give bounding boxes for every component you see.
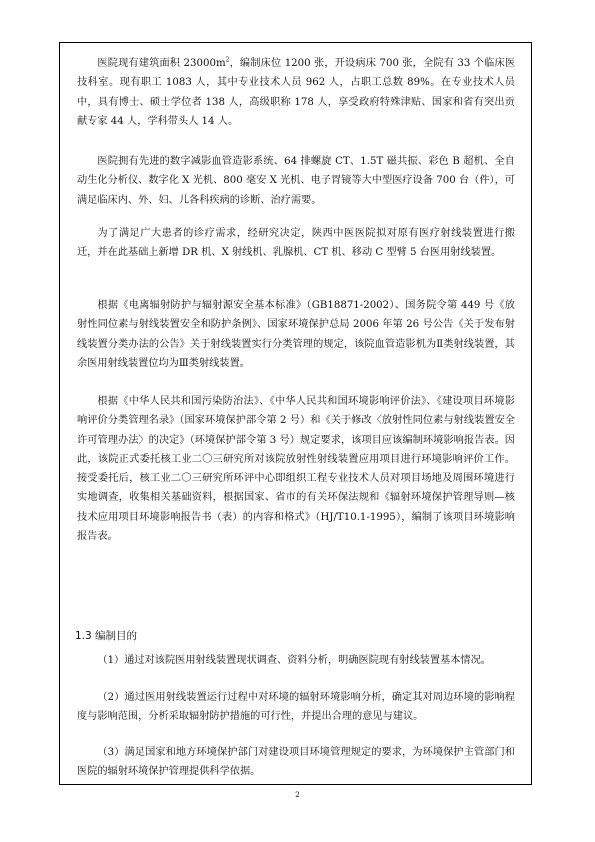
paragraph-regulations: 根据《电离辐射防护与辐射源安全基本标准》（GB18871-2002）、国务院令第 449 号《放射性同位素与射线装置安全和防护条例》、国家环境保护总局 2006 年第 26 号公告《关于发布射线装置分类办法的公告》关于射线装置实行分类管理的规定，该院血管造影机为Ⅱ类射线装置，其余医用射线装置位均为Ⅲ类射线装置。	[77, 300, 515, 369]
paragraph-hospital-scale	[77, 54, 515, 131]
paragraph-equipment: 医院拥有先进的数字减影血管造影系统、64 排螺旋 CT、1.5T 磁共振、彩色 B 超机、全自动生化分析仪、数字化 X 光机、800 毫安 X 光机、电子胃镜等大中型医疗设备 700 台（件），可满足临床内、外、妇、儿各科疾病的诊断、治疗需要。	[77, 156, 515, 206]
purpose-item-1: （1）通过对该院医用射线装置现状调查、资料分析，明确医院现有射线装置基本情况。	[97, 655, 491, 666]
section-heading: 1.3 编制目的	[75, 630, 138, 642]
superscript: 2	[225, 56, 230, 64]
page-number: 2	[295, 790, 300, 799]
purpose-item-3: （3）满足国家和地方环境保护部门对建设项目环境管理规定的要求，为环境保护主管部门和医院的辐射环境保护管理提供科学依据。	[77, 747, 515, 778]
paragraph-eia-basis: 根据《中华人民共和国污染防治法》、《中华人民共和国环境影响评价法》、《建设项目环境影响评价分类管理名录》（国家环境保护部令第 2 号）和《关于修改〈放射性同位素与射线装置安全许可管理办法〉的决定》（环境保护部令第 3 号）规定要求，该项目应该编制环境影响报告表。因此，该院正式委托核工业二〇三研究所对该院放射性射线装置应用项目进行环境影响评价工作。接受委托后，核工业二〇三研究所环评中心即组织工程专业技术人员对项目场地及周围环境进行实地调查，收集相关基础资料，根据国家、省市的有关环保法规和《辐射环境保护管理导则—核技术应用项目环境影响报告书（表）的内容和格式》（HJ/T10.1-1995），编制了该项目环境影响报告表。	[77, 396, 515, 543]
paragraph-text: ，编制床位 1200 张，开设病床 700 张，全院有 33 个临床医技科室。现有职工 1083 人，其中专业技术人员 962 人，占职工总数 89%。在专业技术人员中，具有博士、硕士学位者 138 人，高级职称 178 人，享受政府特殊津贴、国家和省有突出贡献专家 44 人，学科带头人 14 人。	[77, 58, 516, 127]
paragraph-relocation: 为了满足广大患者的诊疗需求，经研究决定，陕西中医医院拟对原有医疗射线装置进行搬迁，并在此基础上新增 DR 机、X 射线机、乳腺机、CT 机、移动 C 型臂 5 台医用射线装置。	[77, 228, 515, 259]
purpose-item-2: （2）通过医用射线装置运行过程中对环境的辐射环境影响分析，确定其对周边环境的影响程度与影响范围，分析采取辐射防护措施的可行性，并提出合理的意见与建议。	[77, 692, 515, 723]
paragraph-text: 医院现有建筑面积 23000m	[97, 58, 226, 69]
